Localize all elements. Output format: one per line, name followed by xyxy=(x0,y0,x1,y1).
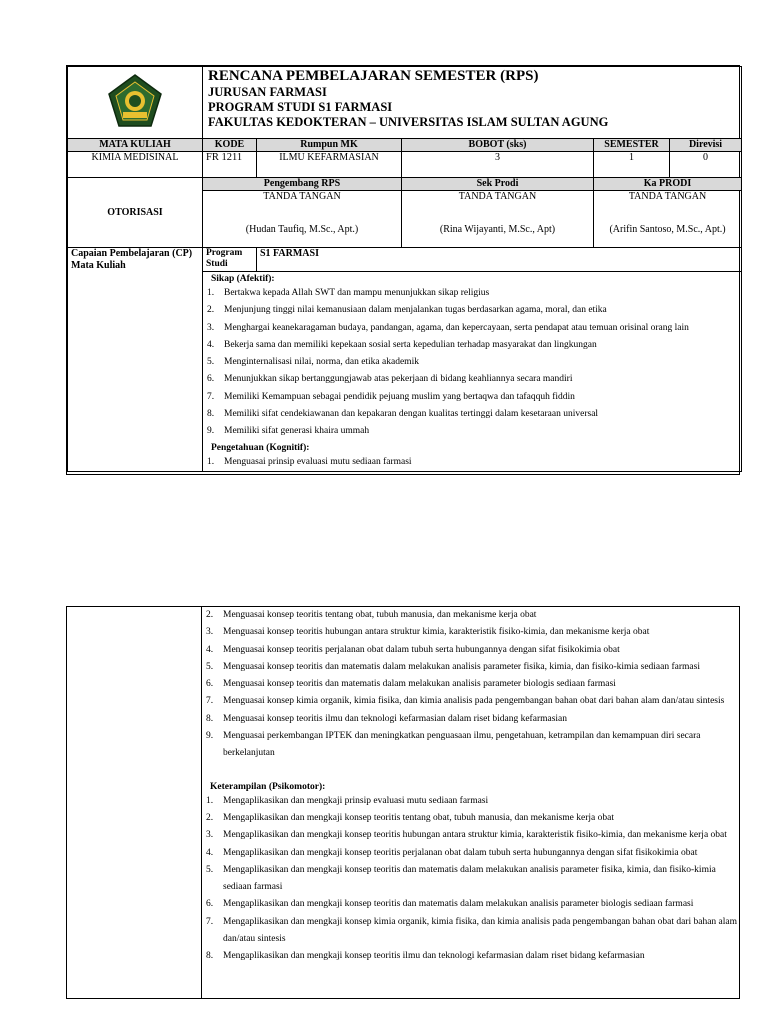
list-number: 2. xyxy=(207,305,215,316)
header-kode: KODE xyxy=(203,139,257,152)
program-studi-label: Program Studi xyxy=(203,248,257,272)
list-number: 8. xyxy=(206,713,214,724)
list-item xyxy=(202,793,739,810)
list-text: Memiliki Kemampuan sebagai pendidik pejuang muslim yang bertaqwa dan tafaqquh fiddin xyxy=(224,391,575,402)
list-text: Menguasai konsep teoritis perjalanan obat dalam tubuh serta hubungannya dengan sifat fisikokimia obat xyxy=(223,644,620,655)
signer-name: (Hudan Taufiq, M.Sc., Apt.) xyxy=(245,224,359,235)
list-number: 1. xyxy=(207,456,215,467)
role-sek-prodi: Sek Prodi xyxy=(402,178,594,191)
list-item xyxy=(202,827,739,844)
header-mata-kuliah: MATA KULIAH xyxy=(68,139,203,152)
list-number: 1. xyxy=(207,288,215,298)
list-item xyxy=(202,896,739,913)
otorisasi-label: OTORISASI xyxy=(68,178,203,248)
list-item xyxy=(202,862,739,897)
value-rumpun-mk: ILMU KEFARMASIAN xyxy=(257,152,402,178)
program-studi-value: S1 FARMASI xyxy=(257,248,742,272)
list-text: Menguasai konsep teoritis dan matematis dalam melakukan analisis parameter fisika, kimia, dan fisiko-kimia sediaan farmasi xyxy=(223,661,700,672)
list-number: 1. xyxy=(206,795,214,806)
value-semester: 1 xyxy=(594,152,670,178)
psikomotor-heading: Keterampilan (Psikomotor): xyxy=(210,781,326,792)
value-kode: FR 1211 xyxy=(203,152,257,178)
list-number: 7. xyxy=(207,391,215,402)
list-text: Mengaplikasikan dan mengkaji konsep teoritis dan matematis dalam melakukan analisis parameter biologis sediaan farmasi xyxy=(223,899,694,910)
list-item xyxy=(203,423,741,440)
signature-label: TANDA TANGAN xyxy=(628,191,707,202)
list-text: Memiliki sifat cendekiawanan dan kepakaran dengan kualitas tertinggi dalam kesetaraan universal xyxy=(224,409,599,420)
value-direvisi: 0 xyxy=(670,152,742,178)
document-page-2 xyxy=(66,606,740,999)
list-item xyxy=(202,728,739,763)
list-item xyxy=(203,320,741,337)
list-text: Menguasai konsep teoritis hubungan antara struktur kimia, karakteristik fisiko-kimia, dan mekanisme kerja obat xyxy=(223,627,650,638)
role-pengembang: Pengembang RPS xyxy=(203,178,402,191)
list-item xyxy=(202,810,739,827)
list-text: Menguasai konsep teoritis tentang obat, tubuh manusia, dan mekanisme kerja obat xyxy=(223,610,537,620)
role-ka-prodi: Ka PRODI xyxy=(594,178,742,191)
list-text: Mengaplikasikan dan mengkaji konsep teoritis ilmu dan teknologi kefarmasian dalam riset bidang kefarmasian xyxy=(223,951,645,962)
signature-pengembang xyxy=(203,191,402,248)
list-text: Mengaplikasikan dan mengkaji konsep kimia organik, kimia fisika, dan kimia analisis pada pengembangan bahan obat dari bahan alam dan/atau sintesis xyxy=(223,916,737,945)
list-item xyxy=(203,302,741,319)
list-item xyxy=(203,454,741,471)
list-text: Mengaplikasikan dan mengkaji prinsip evaluasi mutu sediaan farmasi xyxy=(223,795,489,806)
list-item xyxy=(202,711,739,728)
list-number: 8. xyxy=(206,951,214,962)
list-item xyxy=(202,607,739,624)
document-title: RENCANA PEMBELAJARAN SEMESTER (RPS) xyxy=(208,68,539,84)
list-item xyxy=(202,693,739,710)
list-text: Menguasai konsep teoritis ilmu dan teknologi kefarmasian dalam riset bidang kefarmasian xyxy=(223,713,568,724)
list-number: 7. xyxy=(206,916,214,927)
kognitif-list-page1 xyxy=(203,454,741,471)
list-item xyxy=(202,624,739,641)
list-item xyxy=(203,406,741,423)
list-text: Menguasai perkembangan IPTEK dan meningkatkan penguasaan ilmu, pengetahuan, ketrampilan dan kemampuan diri secara berkelanjutan xyxy=(223,731,701,759)
list-item xyxy=(202,948,739,965)
list-item xyxy=(202,914,739,949)
list-number: 6. xyxy=(206,899,214,910)
list-number: 5. xyxy=(206,864,214,875)
list-item xyxy=(203,337,741,354)
list-item xyxy=(203,354,741,371)
signer-name: (Rina Wijayanti, M.Sc., Apt) xyxy=(439,224,556,235)
faculty-line: FAKULTAS KEDOKTERAN – UNIVERSITAS ISLAM SULTAN AGUNG xyxy=(208,115,609,129)
cp-content-p1 xyxy=(203,272,742,472)
list-item xyxy=(202,676,739,693)
kognitif-list-page2 xyxy=(202,607,739,763)
list-number: 7. xyxy=(206,696,214,707)
department-line: JURUSAN FARMASI xyxy=(208,85,327,99)
kognitif-heading: Pengetahuan (Kognitif): xyxy=(211,442,310,453)
list-text: Mengaplikasikan dan mengkaji konsep teoritis hubungan antara struktur kimia, karakteristik fisiko-kimia, dan mekanisme kerja obat xyxy=(223,830,727,841)
list-item xyxy=(203,389,741,406)
list-item xyxy=(203,285,741,302)
header-rumpun-mk: Rumpun MK xyxy=(257,139,402,152)
list-number: 4. xyxy=(207,339,215,350)
list-item xyxy=(202,642,739,659)
list-number: 9. xyxy=(207,426,215,437)
header-bobot: BOBOT (sks) xyxy=(402,139,594,152)
list-text: Bertakwa kepada Allah SWT dan mampu menunjukkan sikap religius xyxy=(224,288,490,298)
list-number: 3. xyxy=(206,830,214,841)
list-number: 6. xyxy=(207,374,215,385)
university-logo-icon xyxy=(106,73,164,129)
signature-ka-prodi xyxy=(594,191,742,248)
program-line: PROGRAM STUDI S1 FARMASI xyxy=(208,100,393,114)
signer-name: (Arifin Santoso, M.Sc., Apt.) xyxy=(609,224,726,235)
list-text: Mengaplikasikan dan mengkaji konsep teoritis tentang obat, tubuh manusia, dan mekanisme kerja obat xyxy=(223,812,614,823)
header-direvisi: Direvisi xyxy=(670,139,742,152)
list-item xyxy=(202,845,739,862)
list-number: 4. xyxy=(206,644,214,655)
list-number: 5. xyxy=(206,661,214,672)
list-text: Menguasai prinsip evaluasi mutu sediaan farmasi xyxy=(224,456,412,467)
signature-sek-prodi xyxy=(402,191,594,248)
list-text: Bekerja sama dan memiliki kepekaan sosial serta kepedulian terhadap masyarakat dan lingkungan xyxy=(224,339,597,350)
list-item xyxy=(202,659,739,676)
sikap-list xyxy=(203,285,741,441)
list-text: Menghargai keanekaragaman budaya, pandangan, agama, dan kepercayaan, serta pendapat atau temuan orisinal orang lain xyxy=(224,322,689,333)
list-text: Memiliki sifat generasi khaira ummah xyxy=(224,426,370,437)
list-text: Mengaplikasikan dan mengkaji konsep teoritis perjalanan obat dalam tubuh serta hubungannya dengan sifat fisikokimia obat xyxy=(223,847,698,858)
header-cell xyxy=(203,67,742,139)
signature-label: TANDA TANGAN xyxy=(263,191,341,202)
list-text: Mengaplikasikan dan mengkaji konsep teoritis dan matematis dalam melakukan analisis parameter fisika, kimia, dan fisiko-kimia sediaan farmasi xyxy=(223,864,716,893)
list-item xyxy=(203,371,741,388)
rps-table xyxy=(67,66,742,472)
list-number: 4. xyxy=(206,847,214,858)
cp-content-p2 xyxy=(202,607,739,998)
list-number: 8. xyxy=(207,409,215,420)
list-number: 3. xyxy=(206,627,214,638)
value-mata-kuliah: KIMIA MEDISINAL xyxy=(68,152,203,178)
list-text: Menjunjung tinggi nilai kemanusiaan dalam menjalankan tugas berdasarkan agama, moral, dan etika xyxy=(224,305,607,316)
sikap-heading: Sikap (Afektif): xyxy=(211,274,275,284)
list-number: 2. xyxy=(206,610,214,620)
cp-left-column xyxy=(67,607,202,998)
list-number: 9. xyxy=(206,731,214,742)
value-bobot: 3 xyxy=(402,152,594,178)
list-number: 6. xyxy=(206,679,214,690)
signature-label: TANDA TANGAN xyxy=(458,191,537,202)
list-text: Menguasai konsep kimia organik, kimia fisika, dan kimia analisis pada pengembangan bahan obat dari bahan alam dan/atau sintesis xyxy=(223,696,725,707)
list-text: Menginternalisasi nilai, norma, dan etika akademik xyxy=(224,357,419,368)
list-text: Menguasai konsep teoritis dan matematis dalam melakukan analisis parameter biologis sediaan farmasi xyxy=(223,679,616,690)
cp-label: Capaian Pembelajaran (CP) Mata Kuliah xyxy=(68,248,203,472)
list-number: 5. xyxy=(207,357,215,368)
logo-cell xyxy=(68,67,203,139)
list-number: 3. xyxy=(207,322,215,333)
psikomotor-list xyxy=(202,793,739,966)
header-semester: SEMESTER xyxy=(594,139,670,152)
list-number: 2. xyxy=(206,812,214,823)
document-page-1 xyxy=(66,65,740,475)
list-text: Menunjukkan sikap bertanggungjawab atas pekerjaan di bidang keahliannya secara mandiri xyxy=(224,374,573,385)
